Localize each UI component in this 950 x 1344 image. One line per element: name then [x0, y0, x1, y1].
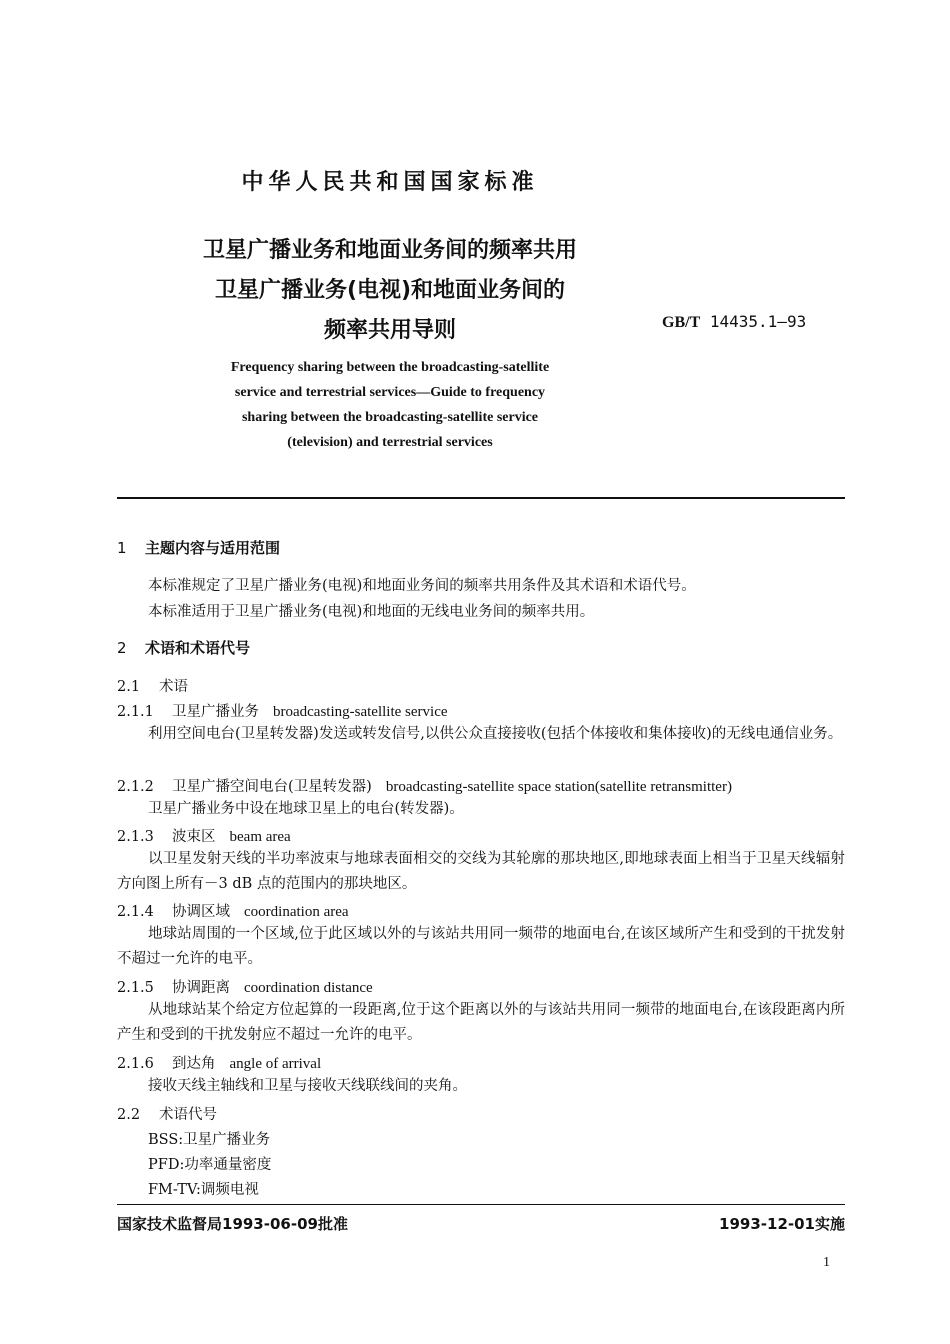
page-number: 1 [823, 1255, 830, 1270]
term-2-1-5 [117, 976, 373, 997]
effective-date: 1993-12-01实施 [719, 1215, 845, 1233]
term-en: angle of arrival [229, 1056, 322, 1072]
section-1-title: 主题内容与适用范围 [145, 539, 281, 557]
section-1-number: 1 [117, 539, 127, 557]
term-cn: 协调区域 [172, 904, 230, 920]
term-2-1-2-definition: 卫星广播业务中设在地球卫星上的电台(转发器)。 [148, 801, 464, 817]
term-2-1-4 [117, 900, 349, 921]
title-line-1: 卫星广播业务和地面业务间的频率共用 [202, 238, 577, 263]
term-en: broadcasting-satellite space station(satellite retransmitter) [385, 779, 732, 795]
subsection-title: 术语代号 [159, 1107, 217, 1123]
term-number: 2.1.6 [117, 1056, 154, 1072]
term-cn: 到达角 [172, 1056, 216, 1072]
national-standard-heading: 中华人民共和国国家标准 [241, 170, 539, 195]
header-divider [117, 497, 845, 499]
standard-code: 14435.1—93 [709, 312, 807, 331]
term-2-1-3 [117, 825, 291, 846]
term-2-1-1-definition: 利用空间电台(卫星转发器)发送或转发信号,以供公众直接接收(包括个体接收和集体接收)的无线电通信业务。 [148, 726, 843, 742]
title-line-3: 频率共用导则 [323, 318, 456, 343]
subsection-number: 2.1 [117, 679, 141, 695]
section-1-para-2: 本标准适用于卫星广播业务(电视)和地面的无线电业务间的频率共用。 [148, 604, 595, 620]
section-2-number: 2 [117, 639, 127, 657]
code-bss: BSS:卫星广播业务 [148, 1132, 271, 1148]
term-en: broadcasting-satellite service [273, 704, 448, 720]
footer-divider [117, 1204, 845, 1205]
term-2-1-6 [117, 1052, 321, 1073]
english-title-line-3: sharing between the broadcasting-satellite service [241, 410, 539, 425]
section-2-title: 术语和术语代号 [145, 639, 251, 657]
term-2-1-1 [117, 700, 448, 721]
title-line-2: 卫星广播业务(电视)和地面业务间的 [214, 278, 566, 303]
code-fmtv: FM-TV:调频电视 [148, 1182, 259, 1198]
term-number: 2.1.2 [117, 779, 154, 795]
section-1-heading [117, 537, 280, 558]
english-title-line-2: service and terrestrial services—Guide to frequency [234, 385, 546, 400]
term-cn: 卫星广播业务 [172, 704, 259, 720]
standard-number [662, 312, 806, 332]
term-number: 2.1.4 [117, 904, 154, 920]
term-en: coordination distance [244, 980, 373, 996]
standard-prefix: GB/T [662, 314, 701, 331]
term-2-1-6-definition: 接收天线主轴线和卫星与接收天线联线间的夹角。 [148, 1078, 467, 1094]
subsection-title: 术语 [159, 679, 188, 695]
term-2-1-3-definition: 以卫星发射天线的半功率波束与地球表面相交的交线为其轮廓的那块地区,即地球表面上相当于卫星天线辐射方向图上所有－3 dB 点的范围内的那块地区。 [117, 851, 845, 892]
term-number: 2.1.5 [117, 980, 154, 996]
term-en: coordination area [244, 904, 349, 920]
term-cn: 卫星广播空间电台(卫星转发器) [172, 779, 372, 795]
english-title-line-1: Frequency sharing between the broadcasting-satellite [230, 360, 550, 375]
subsection-2-1 [117, 675, 188, 696]
term-en: beam area [229, 829, 291, 845]
english-title-line-4: (television) and terrestrial services [287, 435, 493, 450]
term-2-1-5-definition: 从地球站某个给定方位起算的一段距离,位于这个距离以外的与该站共用同一频带的地面电台,在该段距离内所产生和受到的干扰发射应不超过一允许的电平。 [117, 1002, 845, 1043]
code-pfd: PFD:功率通量密度 [148, 1157, 272, 1173]
term-cn: 波束区 [172, 829, 216, 845]
subsection-number: 2.2 [117, 1107, 141, 1123]
term-cn: 协调距离 [172, 980, 230, 996]
issued-date: 国家技术监督局1993-06-09批准 [117, 1215, 348, 1233]
section-1-para-1: 本标准规定了卫星广播业务(电视)和地面业务间的频率共用条件及其术语和术语代号。 [148, 578, 696, 594]
term-2-1-4-definition: 地球站周围的一个区域,位于此区域以外的与该站共用同一频带的地面电台,在该区域所产生和受到的干扰发射不超过一允许的电平。 [117, 926, 845, 967]
term-number: 2.1.1 [117, 704, 154, 720]
term-number: 2.1.3 [117, 829, 154, 845]
section-2-heading [117, 637, 250, 658]
term-2-1-2 [117, 775, 732, 796]
subsection-2-2 [117, 1103, 217, 1124]
